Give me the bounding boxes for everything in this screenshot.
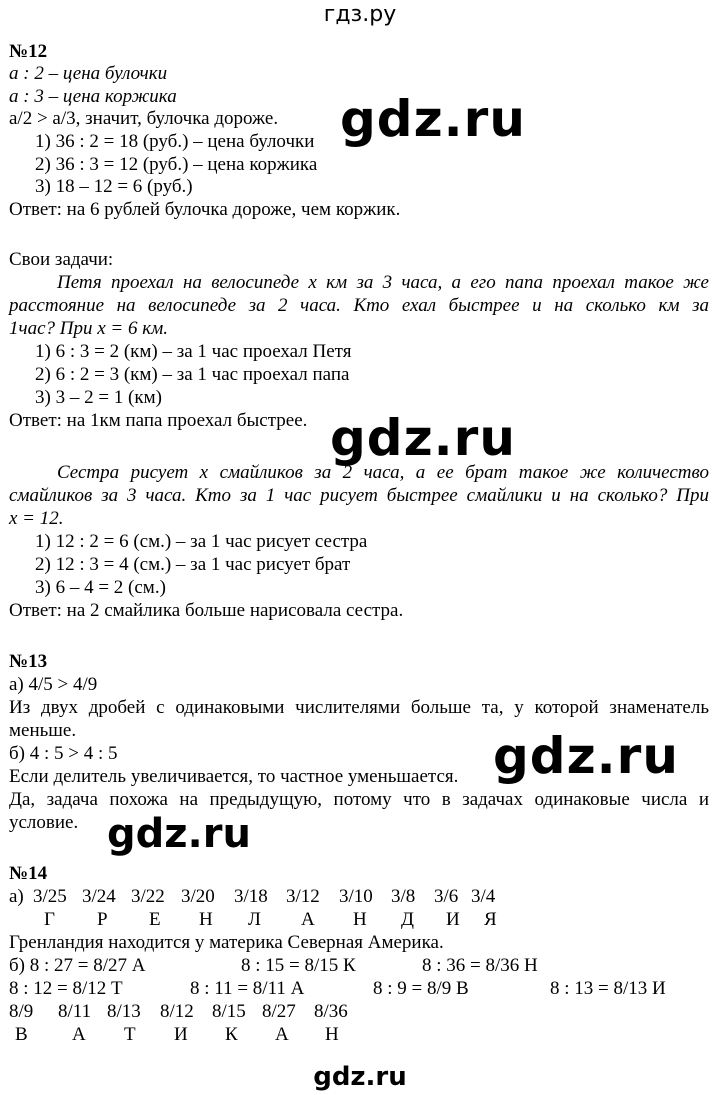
problem-1-line-1: Петя проехал на велосипеде х км за 3 часа, а его папа проехал такое же: [57, 272, 709, 293]
task-14-a-fraction: 3/24: [82, 886, 116, 907]
task-13-line-7: условие.: [9, 812, 79, 833]
task-14-a-label: а): [9, 886, 24, 907]
task-14-a-conclusion: Гренландия находится у материка Северная Америка.: [9, 932, 444, 953]
watermark-logo: gdz.ru: [330, 409, 516, 467]
task-12-line-2: а : 3 – цена коржика: [9, 86, 177, 107]
task-14-b-letter: К: [225, 1024, 238, 1045]
task-14-title: №14: [9, 863, 48, 884]
task-14-a-fraction: 3/20: [181, 886, 215, 907]
task-14-a-letter: Р: [97, 909, 108, 930]
solution-1-answer: Ответ: на 1км папа проехал быстрее.: [9, 410, 308, 431]
task-14-b-fraction: 8/36: [314, 1001, 348, 1022]
task-14-b-letter: Н: [325, 1024, 339, 1045]
task-14-b-fraction: 8/27: [262, 1001, 296, 1022]
solution-1-step-3: 3) 3 – 2 = 1 (км): [35, 387, 162, 408]
task-13-title: №13: [9, 651, 48, 672]
task-14-a-letter: Е: [149, 909, 161, 930]
problem-1-line-3: 1час? При х = 6 км.: [9, 318, 168, 339]
task-14-b-fraction: 8/13: [107, 1001, 141, 1022]
task-12-line-1: а : 2 – цена булочки: [9, 63, 168, 84]
watermark-logo: gdz.ru: [107, 811, 251, 857]
solution-2-step-1: 1) 12 : 2 = 6 (см.) – за 1 час рисует сестра: [35, 531, 368, 552]
problem-2-line-2: смайликов за 3 часа. Кто за 1 час рисует быстрее смайлики и на сколько? При: [9, 485, 709, 506]
task-14-b-fraction: 8/15: [212, 1001, 246, 1022]
task-14-a-letter: Д: [401, 909, 414, 930]
task-13-line-6: Да, задача похожа на предыдущую, потому что в задачах одинаковые числа и: [9, 789, 709, 810]
footer-watermark: gdz.ru: [313, 1062, 407, 1092]
task-14-b-item: 8 : 12 = 8/12 Т: [9, 978, 123, 999]
task-14-a-fraction: 3/25: [33, 886, 67, 907]
task-14-a-letter: И: [446, 909, 460, 930]
task-13-line-3: меньше.: [9, 720, 77, 741]
task-14-a-fraction: 3/8: [391, 886, 416, 907]
task-14-b-item: 8 : 36 = 8/36 Н: [422, 955, 538, 976]
task-12-answer: Ответ: на 6 рублей булочка дороже, чем коржик.: [9, 199, 401, 220]
task-14-a-letter: Г: [44, 909, 55, 930]
task-14-a-letter: Н: [353, 909, 367, 930]
watermark-logo: gdz.ru: [493, 727, 679, 785]
task-14-b-item: б) 8 : 27 = 8/27 А: [9, 955, 146, 976]
task-14-a-fraction: 3/10: [339, 886, 373, 907]
task-14-b-letter: А: [72, 1024, 86, 1045]
own-problems-label: Свои задачи:: [9, 249, 114, 270]
task-13-line-4: б) 4 : 5 > 4 : 5: [9, 743, 118, 764]
problem-2-line-3: х = 12.: [9, 508, 64, 529]
solution-2-step-2: 2) 12 : 3 = 4 (см.) – за 1 час рисует брат: [35, 554, 351, 575]
task-14-a-fraction: 3/18: [234, 886, 268, 907]
task-14-b-letter: А: [275, 1024, 289, 1045]
task-14-b-fraction: 8/12: [160, 1001, 194, 1022]
task-14-a-fraction: 3/4: [471, 886, 496, 907]
task-12-step-3: 3) 18 – 12 = 6 (руб.): [35, 176, 193, 197]
task-14-b-letter: В: [15, 1024, 28, 1045]
problem-1-line-2: расстояние на велосипеде за 2 часа. Кто ехал быстрее и на сколько км за: [9, 295, 709, 316]
task-13-line-1: а) 4/5 > 4/9: [9, 674, 98, 695]
task-14-b-letter: И: [174, 1024, 188, 1045]
task-14-b-item: 8 : 9 = 8/9 В: [373, 978, 469, 999]
task-14-b-item: 8 : 11 = 8/11 А: [190, 978, 305, 999]
task-12-step-2: 2) 36 : 3 = 12 (руб.) – цена коржика: [35, 154, 318, 175]
task-13-line-5: Если делитель увеличивается, то частное уменьшается.: [9, 766, 459, 787]
task-14-a-letter: Я: [484, 909, 497, 930]
task-14-a-fraction: 3/6: [434, 886, 459, 907]
watermark-logo: gdz.ru: [340, 90, 526, 148]
task-14-b-item: 8 : 15 = 8/15 К: [241, 955, 356, 976]
solution-1-step-2: 2) 6 : 2 = 3 (км) – за 1 час проехал папа: [35, 364, 350, 385]
task-14-b-fraction: 8/9: [9, 1001, 34, 1022]
task-14-b-letter: Т: [124, 1024, 136, 1045]
task-14-b-fraction: 8/11: [58, 1001, 92, 1022]
task-14-a-letter: Н: [199, 909, 213, 930]
task-14-a-letter: А: [301, 909, 315, 930]
solution-2-step-3: 3) 6 – 4 = 2 (см.): [35, 577, 166, 598]
task-14-a-fraction: 3/12: [286, 886, 320, 907]
task-14-b-item: 8 : 13 = 8/13 И: [550, 978, 666, 999]
task-12-line-3: а/2 > а/3, значит, булочка дороже.: [9, 108, 279, 129]
task-12-title: №12: [9, 41, 48, 62]
task-14-a-fraction: 3/22: [131, 886, 165, 907]
task-14-a-letter: Л: [248, 909, 261, 930]
site-header: гдз.ру: [323, 2, 397, 27]
solution-2-answer: Ответ: на 2 смайлика больше нарисовала сестра.: [9, 600, 404, 621]
problem-2-line-1: Сестра рисует х смайликов за 2 часа, а ее брат такое же количество: [57, 462, 709, 483]
task-13-line-2: Из двух дробей с одинаковыми числителями больше та, у которой знаменатель: [9, 697, 709, 718]
task-12-step-1: 1) 36 : 2 = 18 (руб.) – цена булочки: [35, 131, 315, 152]
solution-1-step-1: 1) 6 : 3 = 2 (км) – за 1 час проехал Петя: [35, 341, 352, 362]
